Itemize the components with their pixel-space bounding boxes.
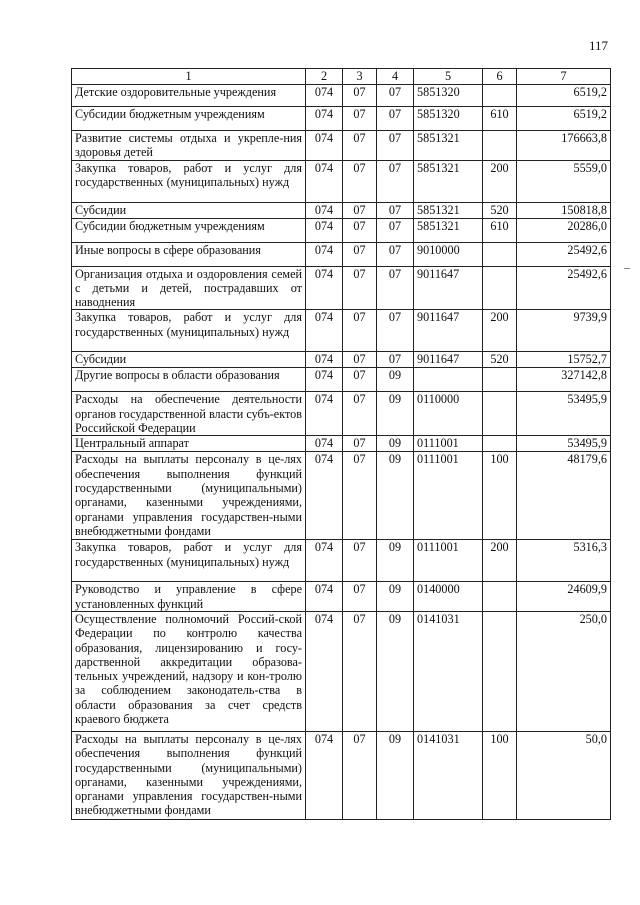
row-name-cell: Субсидии [72,202,306,218]
table-row [72,85,611,107]
cell-c4: 07 [377,352,414,368]
cell-c7: 176663,8 [517,131,611,161]
cell-c7: 53495,9 [517,392,611,436]
cell-c4: 07 [377,202,414,218]
cell-c6 [483,85,517,107]
table-row [72,218,611,242]
cell-c3: 07 [343,352,377,368]
cell-c4: 07 [377,218,414,242]
column-header-3: 3 [343,69,377,85]
cell-c6 [483,392,517,436]
table-row [72,582,611,612]
cell-c4: 07 [377,107,414,131]
cell-c5: 9010000 [414,242,483,266]
table-row [72,452,611,540]
cell-c3: 07 [343,107,377,131]
cell-c7: 327142,8 [517,368,611,392]
cell-c3: 07 [343,85,377,107]
margin-mark [624,268,630,269]
row-name-cell: Закупка товаров, работ и услуг для государственных (муниципальных) нужд [72,310,306,352]
cell-c3: 07 [343,131,377,161]
cell-c2: 074 [306,266,343,310]
cell-c3: 07 [343,540,377,582]
cell-c4: 07 [377,266,414,310]
cell-c7: 20286,0 [517,218,611,242]
cell-c5: 0110000 [414,392,483,436]
cell-c6: 200 [483,540,517,582]
cell-c2: 074 [306,582,343,612]
cell-c6: 520 [483,352,517,368]
cell-c6: 100 [483,452,517,540]
cell-c2: 074 [306,436,343,452]
table-row [72,352,611,368]
cell-c5: 5851320 [414,85,483,107]
cell-c2: 074 [306,107,343,131]
cell-c6 [483,131,517,161]
cell-c2: 074 [306,368,343,392]
cell-c4: 09 [377,392,414,436]
table-row [72,242,611,266]
cell-c5: 0140000 [414,582,483,612]
column-header-4: 4 [377,69,414,85]
cell-c6: 610 [483,218,517,242]
cell-c7: 53495,9 [517,436,611,452]
cell-c2: 074 [306,310,343,352]
cell-c7: 24609,9 [517,582,611,612]
cell-c7: 50,0 [517,731,611,819]
cell-c3: 07 [343,436,377,452]
cell-c7: 25492,6 [517,242,611,266]
cell-c4: 07 [377,310,414,352]
cell-c7: 5316,3 [517,540,611,582]
cell-c5: 5851321 [414,202,483,218]
cell-c2: 074 [306,392,343,436]
table-row [72,368,611,392]
cell-c5: 0111001 [414,452,483,540]
cell-c2: 074 [306,611,343,731]
cell-c4: 09 [377,540,414,582]
row-name-cell: Расходы на обеспечение деятельности органов государственной власти субъ-ектов Российской Федерации [72,392,306,436]
cell-c3: 07 [343,218,377,242]
row-name-cell: Субсидии [72,352,306,368]
table-row [72,392,611,436]
cell-c3: 07 [343,368,377,392]
cell-c6: 520 [483,202,517,218]
row-name-cell: Организация отдыха и оздоровления семей с детьми и детей, пострадавших от наводнения [72,266,306,310]
row-name-cell: Закупка товаров, работ и услуг для государственных (муниципальных) нужд [72,540,306,582]
table-row [72,202,611,218]
cell-c4: 09 [377,611,414,731]
table-row [72,310,611,352]
table-header [72,69,611,85]
cell-c5: 5851321 [414,131,483,161]
row-name-cell: Осуществление полномочий Россий-ской Федерации по контролю качества образования, лицензированию и госу-дарственной аккредитации образова-тельных учреждений, надзору и кон-тролю за соблюдением законодатель-ства в области образования за счет средств краевого бюджета [72,611,306,731]
cell-c3: 07 [343,452,377,540]
cell-c7: 150818,8 [517,202,611,218]
table-row [72,436,611,452]
row-name-cell: Субсидии бюджетным учреждениям [72,218,306,242]
cell-c3: 07 [343,160,377,202]
column-header-5: 5 [414,69,483,85]
cell-c7: 6519,2 [517,85,611,107]
cell-c6: 200 [483,310,517,352]
table-body [72,85,611,820]
cell-c3: 07 [343,392,377,436]
row-name-cell: Субсидии бюджетным учреждениям [72,107,306,131]
table-row [72,266,611,310]
cell-c4: 09 [377,452,414,540]
cell-c2: 074 [306,131,343,161]
cell-c7: 250,0 [517,611,611,731]
cell-c2: 074 [306,160,343,202]
cell-c5: 0141031 [414,611,483,731]
cell-c7: 15752,7 [517,352,611,368]
cell-c7: 5559,0 [517,160,611,202]
cell-c2: 074 [306,452,343,540]
cell-c5: 0111001 [414,436,483,452]
cell-c5: 9011647 [414,310,483,352]
row-name-cell: Другие вопросы в области образования [72,368,306,392]
table-row [72,131,611,161]
page-number: 117 [588,38,608,53]
cell-c2: 074 [306,85,343,107]
cell-c5: 0141031 [414,731,483,819]
row-name-cell: Расходы на выплаты персоналу в це-лях обеспечения выполнения функций государственными (муниципальными) органами, казенными учреждениями, органами управления государствен-ными внебюджетными фондами [72,731,306,819]
row-name-cell: Руководство и управление в сфере установленных функций [72,582,306,612]
table-row [72,160,611,202]
column-header-2: 2 [306,69,343,85]
cell-c7: 25492,6 [517,266,611,310]
cell-c2: 074 [306,352,343,368]
cell-c2: 074 [306,731,343,819]
row-name-cell: Расходы на выплаты персоналу в це-лях обеспечения выполнения функций государственными (муниципальными) органами, казенными учреждениями, органами управления государствен-ными внебюджетными фондами [72,452,306,540]
cell-c4: 07 [377,160,414,202]
table-row [72,540,611,582]
cell-c3: 07 [343,310,377,352]
cell-c6: 100 [483,731,517,819]
cell-c3: 07 [343,582,377,612]
table-row [72,611,611,731]
row-name-cell: Закупка товаров, работ и услуг для государственных (муниципальных) нужд [72,160,306,202]
cell-c5: 9011647 [414,352,483,368]
cell-c6 [483,582,517,612]
cell-c7: 9739,9 [517,310,611,352]
cell-c7: 6519,2 [517,107,611,131]
cell-c3: 07 [343,611,377,731]
cell-c2: 074 [306,202,343,218]
cell-c4: 09 [377,436,414,452]
cell-c5: 5851321 [414,160,483,202]
cell-c7: 48179,6 [517,452,611,540]
row-name-cell: Детские оздоровительные учреждения [72,85,306,107]
cell-c3: 07 [343,731,377,819]
cell-c5 [414,368,483,392]
cell-c5: 5851320 [414,107,483,131]
cell-c2: 074 [306,218,343,242]
cell-c2: 074 [306,540,343,582]
cell-c3: 07 [343,242,377,266]
budget-table [71,68,611,820]
row-name-cell: Иные вопросы в сфере образования [72,242,306,266]
table-row [72,731,611,819]
cell-c6 [483,242,517,266]
cell-c4: 07 [377,242,414,266]
cell-c6: 610 [483,107,517,131]
cell-c6 [483,368,517,392]
cell-c5: 9011647 [414,266,483,310]
header-row [72,69,611,85]
cell-c3: 07 [343,202,377,218]
cell-c6 [483,436,517,452]
cell-c5: 0111001 [414,540,483,582]
cell-c4: 07 [377,131,414,161]
cell-c5: 5851321 [414,218,483,242]
cell-c4: 07 [377,85,414,107]
row-name-cell: Центральный аппарат [72,436,306,452]
column-header-6: 6 [483,69,517,85]
cell-c6 [483,266,517,310]
cell-c4: 09 [377,731,414,819]
table-row [72,107,611,131]
cell-c6: 200 [483,160,517,202]
cell-c6 [483,611,517,731]
cell-c2: 074 [306,242,343,266]
column-header-7: 7 [517,69,611,85]
cell-c4: 09 [377,368,414,392]
cell-c3: 07 [343,266,377,310]
cell-c4: 09 [377,582,414,612]
row-name-cell: Развитие системы отдыха и укрепле-ния здоровья детей [72,131,306,161]
column-header-1: 1 [72,69,306,85]
